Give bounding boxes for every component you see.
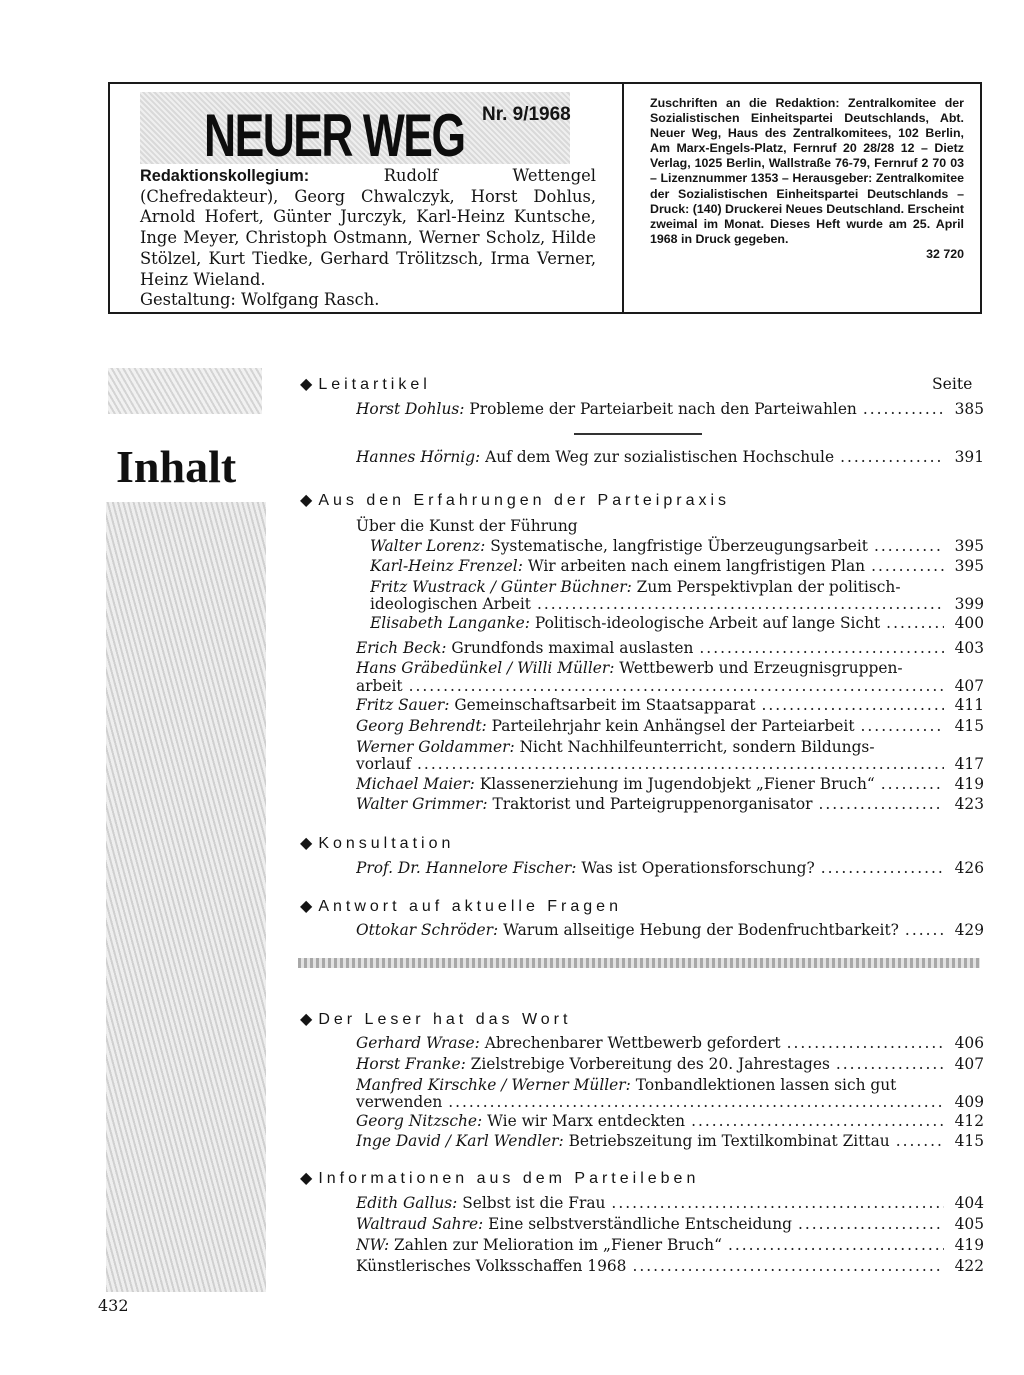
dot-leader [818, 794, 944, 814]
entry-author: Fritz Wustrack / Günter Büchner: [370, 578, 632, 596]
toc-entry[interactable] [356, 1033, 984, 1053]
page-column-header: Seite [932, 375, 973, 393]
logo-band [140, 92, 570, 169]
dot-leader [699, 638, 944, 658]
dot-leader [798, 1214, 944, 1234]
section-title: Konsultation [318, 835, 455, 852]
toc-entry[interactable] [356, 1131, 984, 1151]
entry-title: Gemeinschaftsarbeit im Staatsapparat [454, 696, 756, 714]
entry-page: 419 [954, 1236, 984, 1254]
toc-entry-line2[interactable] [356, 676, 984, 696]
entry-title-continued: verwenden [356, 1093, 443, 1111]
dot-leader [409, 676, 944, 696]
subsection-heading: Über die Kunst der Führung [356, 517, 578, 535]
entry-author: Walter Lorenz: [370, 537, 486, 555]
masthead-box [108, 82, 982, 314]
toc-entry[interactable] [356, 1193, 984, 1213]
entry-author: Werner Goldammer: [356, 738, 515, 756]
dot-leader [871, 556, 944, 576]
entry-author: Walter Grimmer: [356, 795, 488, 813]
entry-title: Probleme der Parteiarbeit nach den Parteiwahlen [469, 400, 857, 418]
entry-title: Wir arbeiten nach einem langfristigen Plan [527, 557, 866, 575]
diamond-bullet-icon: ◆ [300, 1011, 319, 1028]
dot-leader [448, 1092, 944, 1112]
section-title: Der Leser hat das Wort [318, 1011, 572, 1028]
toc-entry-line2[interactable] [356, 1092, 984, 1112]
entry-page: 417 [954, 755, 984, 773]
section-leitartikel [300, 374, 431, 396]
section-antwort [300, 896, 622, 918]
entry-author: Ottokar Schröder: [356, 921, 499, 939]
entry-page: 391 [954, 448, 984, 466]
entry-author: Michael Maier: [356, 775, 475, 793]
entry-title-continued: vorlauf [356, 755, 412, 773]
entry-page: 406 [954, 1034, 984, 1052]
entry-author: Waltraud Sahre: [356, 1215, 484, 1233]
dot-leader [840, 447, 944, 467]
dot-leader [863, 399, 944, 419]
entry-page: 399 [954, 595, 984, 613]
diamond-bullet-icon: ◆ [300, 1170, 319, 1187]
toc-entry[interactable] [370, 613, 984, 633]
entry-page: 415 [954, 1132, 984, 1150]
decorative-grain-rule [298, 958, 980, 968]
entry-title: Künstlerisches Volksschaffen 1968 [356, 1257, 627, 1275]
entry-page: 426 [954, 859, 984, 877]
toc-entry-line2[interactable] [356, 754, 984, 774]
entry-title: Tonbandlektionen lassen sich gut [635, 1076, 897, 1094]
toc-entry[interactable] [370, 556, 984, 576]
entry-author: Karl-Heinz Frenzel: [370, 557, 523, 575]
entry-title: Warum allseitige Hebung der Bodenfruchtbarkeit? [503, 921, 899, 939]
dot-leader [874, 536, 944, 556]
entry-title: Politisch-ideologische Arbeit auf lange Sicht [534, 614, 881, 632]
decorative-grain-side [106, 502, 266, 1292]
toc-entry[interactable] [356, 1054, 984, 1074]
toc-entry[interactable] [356, 794, 984, 814]
entry-author: Inge David / Karl Wendler: [356, 1132, 564, 1150]
masthead-divider [622, 84, 624, 312]
entry-title: Klassenerziehung im Jugendobjekt „Fiener Bruch“ [479, 775, 875, 793]
entry-title: Selbst ist die Frau [462, 1194, 606, 1212]
entry-title: Eine selbstverständliche Entscheidung [488, 1215, 792, 1233]
toc-entry[interactable] [370, 536, 984, 556]
entry-author: NW: [356, 1236, 390, 1254]
entry-author: Elisabeth Langanke: [370, 614, 530, 632]
contents-heading: Inhalt [116, 441, 237, 492]
entry-title: Zahlen zur Melioration im „Fiener Bruch“ [394, 1236, 722, 1254]
entry-page: 412 [954, 1112, 984, 1130]
entry-title: Traktorist und Parteigruppenorganisator [492, 795, 813, 813]
editorial-board-members: Rudolf Wettengel (Chefredakteur), Georg Chwalczyk, Horst Dohlus, Arnold Hofert, Günter Jurczyk, Karl-Heinz Kuntsche, Inge Meyer, Christoph Ostmann, Werner Scholz, Hilde Stölzel, Kurt Tiedke, Gerhard Trölitzsch, Irma Verner, Heinz Wieland. [140, 166, 596, 289]
section-title: Leitartikel [318, 376, 431, 393]
entry-title: Betriebszeitung im Textilkombinat Zittau [568, 1132, 890, 1150]
entry-page: 407 [954, 677, 984, 695]
magazine-logo: NEUER WEG [204, 102, 465, 169]
dot-leader [537, 594, 944, 614]
dot-leader [881, 774, 944, 794]
entry-author: Hans Gräbedünkel / Willi Müller: [356, 659, 615, 677]
toc-entry[interactable] [356, 920, 984, 940]
entry-page: 422 [954, 1257, 984, 1275]
toc-entry[interactable] [356, 638, 984, 658]
toc-entry-line2[interactable] [370, 594, 984, 614]
section-parteipraxis [300, 490, 730, 512]
entry-page: 403 [954, 639, 984, 657]
entry-author: Georg Nitzsche: [356, 1112, 483, 1130]
entry-page: 429 [954, 921, 984, 939]
dot-leader [905, 920, 944, 940]
entry-author: Edith Gallus: [356, 1194, 458, 1212]
entry-page: 385 [954, 400, 984, 418]
diamond-bullet-icon: ◆ [300, 835, 319, 852]
file-number: 32 720 [926, 246, 964, 261]
entry-title: Was ist Operationsforschung? [581, 859, 815, 877]
entry-title: Systematische, langfristige Überzeugungsarbeit [490, 537, 868, 555]
entry-title: Auf dem Weg zur sozialistischen Hochschule [485, 448, 835, 466]
entry-title-continued: arbeit [356, 677, 403, 695]
entry-author: Horst Franke: [356, 1055, 466, 1073]
toc-entry[interactable] [356, 858, 984, 878]
toc-entry[interactable] [356, 1111, 984, 1131]
dot-leader [762, 695, 944, 715]
diamond-bullet-icon: ◆ [300, 492, 319, 509]
entry-title: Grundfonds maximal auslasten [451, 639, 694, 657]
toc-entry[interactable] [356, 716, 984, 736]
dot-leader [896, 1131, 944, 1151]
dot-leader [886, 613, 944, 633]
toc-entry[interactable] [356, 447, 984, 467]
section-konsultation [300, 833, 454, 855]
entry-author: Hannes Hörnig: [356, 448, 481, 466]
dot-leader [861, 716, 944, 736]
entry-page: 400 [954, 614, 984, 632]
entry-page: 407 [954, 1055, 984, 1073]
entry-page: 404 [954, 1194, 984, 1212]
entry-author: Horst Dohlus: [356, 400, 465, 418]
toc-entry[interactable] [356, 1214, 984, 1234]
entry-author: Georg Behrendt: [356, 717, 487, 735]
section-title: Informationen aus dem Parteileben [318, 1170, 700, 1187]
section-title: Aus den Erfahrungen der Parteipraxis [318, 492, 731, 509]
entry-page: 411 [954, 696, 984, 714]
toc-entry[interactable] [356, 1256, 984, 1276]
short-rule [574, 433, 702, 435]
entry-title: Nicht Nachhilfeunterricht, sondern Bildungs- [519, 738, 875, 756]
toc-entry[interactable] [356, 695, 984, 715]
diamond-bullet-icon: ◆ [300, 898, 319, 915]
entry-author: Prof. Dr. Hannelore Fischer: [356, 859, 577, 877]
dot-leader [821, 858, 944, 878]
entry-title: Abrechenbarer Wettbewerb gefordert [484, 1034, 781, 1052]
toc-entry[interactable] [356, 399, 984, 419]
entry-title-continued: ideologischen Arbeit [370, 595, 531, 613]
dot-leader [611, 1193, 944, 1213]
toc-entry[interactable] [356, 1235, 984, 1255]
dot-leader [417, 754, 944, 774]
editorial-board-label: Redaktionskollegium: [140, 167, 310, 185]
toc-entry[interactable] [356, 774, 984, 794]
toc-entry-line1[interactable] [356, 658, 984, 678]
entry-page: 405 [954, 1215, 984, 1233]
section-leser [300, 1009, 571, 1031]
entry-author: Fritz Sauer: [356, 696, 450, 714]
issue-number: Nr. 9/1968 [482, 104, 571, 125]
entry-title: Parteilehrjahr kein Anhängsel der Parteiarbeit [491, 717, 855, 735]
entry-title: Zum Perspektivplan der politisch- [636, 578, 901, 596]
section-title: Antwort auf aktuelle Fragen [318, 898, 622, 915]
dot-leader [787, 1033, 944, 1053]
publisher-info-text: Zuschriften an die Redaktion: Zentralkomitee der Sozialistischen Einheitspartei Deutschlands, Abt. Neuer Weg, Haus des Zentralkomitees, 102 Berlin, Am Marx-Engels-Platz, Fernruf 20 28/28 12 – Dietz Verlag, 1025 Berlin, Wallstraße 76-79, Fernruf 2 70 03 – Lizenznummer 1353 – Herausgeber: Zentralkomitee der Sozialistischen Einheitspartei Deutschlands – Druck: (140) Druckerei Neues Deutschland. Erscheint zweimal im Monat. Dieses Heft wurde am 25. April 1968 in Druck gegeben. [650, 96, 965, 246]
dot-leader [728, 1235, 944, 1255]
entry-author: Manfred Kirschke / Werner Müller: [356, 1076, 631, 1094]
entry-author: Gerhard Wrase: [356, 1034, 480, 1052]
design-credit: Gestaltung: Wolfgang Rasch. [140, 290, 380, 310]
entry-page: 423 [954, 795, 984, 813]
entry-page: 415 [954, 717, 984, 735]
entry-title: Zielstrebige Vorbereitung des 20. Jahrestages [470, 1055, 830, 1073]
decorative-grain-top [108, 368, 262, 414]
dot-leader [632, 1256, 944, 1276]
publisher-info [650, 96, 964, 262]
dot-leader [691, 1111, 944, 1131]
editorial-board [140, 166, 596, 311]
entry-page: 395 [954, 537, 984, 555]
diamond-bullet-icon: ◆ [300, 376, 319, 393]
section-informationen [300, 1168, 699, 1190]
entry-page: 395 [954, 557, 984, 575]
entry-author: Erich Beck: [356, 639, 447, 657]
dot-leader [836, 1054, 944, 1074]
entry-title: Wie wir Marx entdeckten [487, 1112, 686, 1130]
entry-title: Wettbewerb und Erzeugnisgruppen- [619, 659, 903, 677]
page-number: 432 [98, 1296, 129, 1315]
entry-page: 409 [954, 1093, 984, 1111]
entry-page: 419 [954, 775, 984, 793]
